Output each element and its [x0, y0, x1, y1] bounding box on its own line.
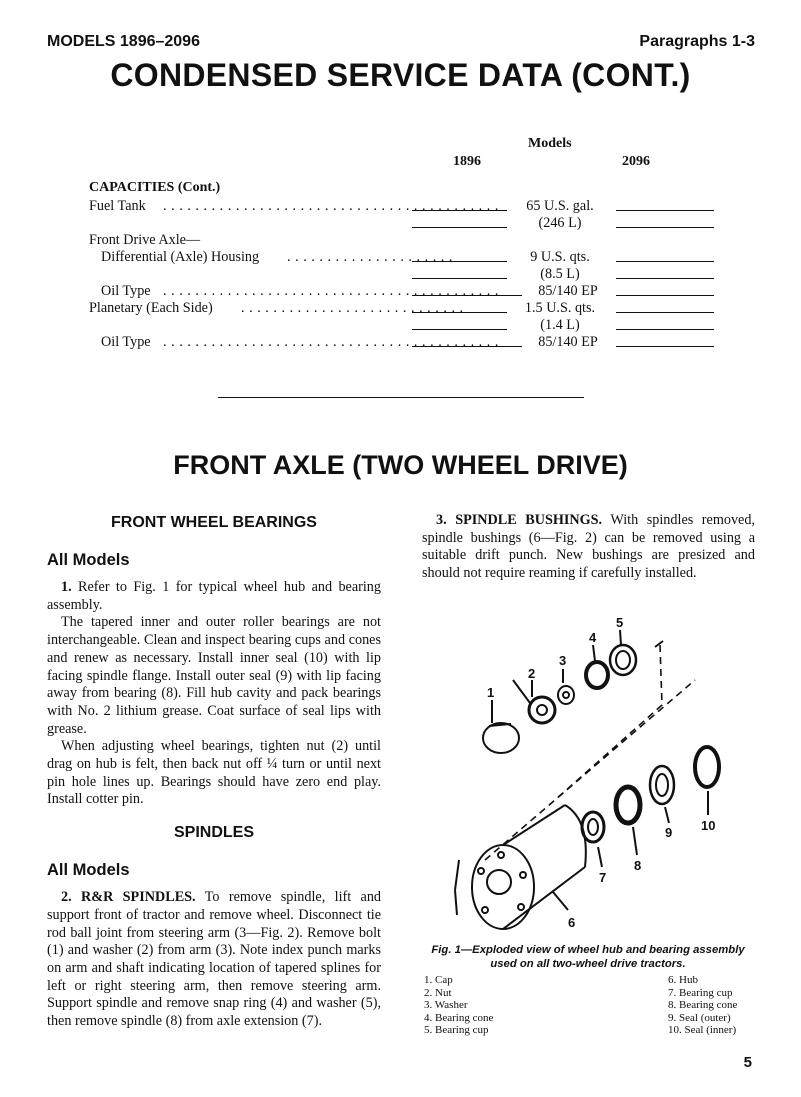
- paragraph-1: [47, 579, 381, 614]
- callout-10: 10: [701, 818, 716, 833]
- paragraph-3: [422, 512, 755, 583]
- leader-dots: . . . . . . . . . . . . . . . . . . . . . . . . . . . . . . . . . . . . . . . . . .: [163, 283, 499, 299]
- cap-part: [483, 723, 519, 753]
- legend-item: 4. Bearing cone: [424, 1011, 494, 1024]
- paragraph-heading: R&R SPINDLES.: [81, 889, 196, 906]
- spec-row-fuel-tank-metric: [89, 215, 714, 232]
- legend-item: 8. Bearing cone: [668, 999, 738, 1012]
- bearing-cup-part: [582, 812, 604, 842]
- callout-5: 5: [616, 615, 624, 630]
- rule-2096: [616, 295, 714, 296]
- spec-label: Oil Type: [101, 283, 151, 299]
- running-header-paragraphs: Paragraphs 1-3: [639, 33, 755, 50]
- spec-value: 65 U.S. gal.: [526, 198, 594, 214]
- spec-row-front-drive-axle: [89, 232, 714, 249]
- spec-row-fuel-tank: [89, 198, 714, 215]
- column-header-1896: 1896: [453, 154, 481, 169]
- spec-value-metric: (246 L): [538, 215, 582, 231]
- right-column: [422, 512, 755, 583]
- spec-row-oil-type-2: [89, 334, 714, 351]
- callout-7: 7: [599, 870, 607, 885]
- leader-dots: . . . . . . . . . . . . . . . . . . . . . . . . . . . . . . . . . . . . . . . . . .: [163, 334, 499, 350]
- spec-row-planetary-metric: [89, 317, 714, 334]
- spec-label: Fuel Tank: [89, 198, 146, 214]
- subhead-spindles: SPINDLES: [173, 824, 254, 842]
- spec-row-planetary: [89, 300, 714, 317]
- figure-caption-line: used on all two-wheel drive tractors.: [490, 957, 686, 970]
- leader-dots: . . . . . . . . . . . . . . . . . . . . . . . . . . . .: [241, 300, 464, 316]
- paragraph-1c: When adjusting wheel bearings, tighten nut (2) until drag on hub is felt, then back nut off ¼ turn or until next pin hole lines up. Bearings should have zero end play. Install cotter pin.: [47, 738, 381, 808]
- heading-all-models: All Models: [47, 861, 130, 880]
- rule-1896: [412, 227, 507, 228]
- rule-2096: [616, 278, 714, 279]
- rule-2096: [616, 312, 714, 313]
- spec-label: Planetary (Each Side): [89, 300, 213, 316]
- rule-1896: [412, 329, 507, 330]
- paragraph-text: Refer to Fig. 1 for typical wheel hub and bearing assembly.: [47, 579, 381, 613]
- spec-value: 1.5 U.S. qts.: [524, 300, 596, 316]
- rule-2096: [616, 346, 714, 347]
- spec-group-label: Front Drive Axle—: [89, 232, 201, 248]
- legend-item: 5. Bearing cup: [424, 1024, 489, 1037]
- washer-part: [558, 686, 574, 704]
- running-header-models: MODELS 1896–2096: [47, 33, 200, 50]
- callout-6: 6: [568, 915, 576, 930]
- figure-caption: [413, 944, 763, 971]
- legend-item: 7. Bearing cup: [668, 986, 733, 999]
- capacities-heading: CAPACITIES (Cont.): [89, 180, 221, 195]
- paragraph-text: To remove spindle, lift and support front of tractor and remove wheel. Disconnect tie rod ball joint from steering arm (3—Fig. 2). Remove bolt (1) and washer (2) from arm (3). Note index punch marks on arm and shaft indicating location of tapered splines for left or right steering arm, then remove steering arm. Support spindle and remove snap ring (4) and washer (5), then remove spindle (8) from axle extension (7).: [47, 889, 382, 1030]
- page-number: 5: [743, 1054, 752, 1071]
- rule-2096: [616, 329, 714, 330]
- callout-3: 3: [559, 653, 567, 668]
- legend-item: 9. Seal (outer): [668, 1011, 731, 1024]
- spec-row-differential-metric: [89, 266, 714, 283]
- paragraph-heading: SPINDLE BUSHINGS.: [455, 512, 603, 528]
- callout-8: 8: [634, 858, 642, 873]
- seal-outer-part: [650, 766, 674, 804]
- legend-item: 3. Washer: [424, 999, 468, 1012]
- spec-row-differential: [89, 249, 714, 266]
- paragraph-number: 3.: [436, 512, 447, 528]
- paragraph-2: [47, 889, 381, 1031]
- spec-value: 9 U.S. qts.: [530, 249, 590, 265]
- left-column: [47, 512, 381, 1031]
- rule-1896: [412, 346, 522, 347]
- figure-legend-right: [668, 974, 737, 1037]
- rule-1896: [412, 312, 507, 313]
- column-header-2096: 2096: [622, 154, 650, 169]
- bearing-cone-part: [586, 662, 608, 688]
- models-column-header: Models: [528, 136, 572, 151]
- section-divider: [218, 397, 584, 398]
- heading-all-models: All Models: [47, 551, 130, 569]
- spec-value: 85/140 EP: [538, 283, 598, 299]
- paragraph-number: 1.: [61, 579, 72, 595]
- rule-1896: [412, 278, 507, 279]
- nut-part: [529, 697, 555, 723]
- paragraph-number: 2.: [61, 889, 72, 906]
- rule-2096: [616, 210, 714, 211]
- callout-1: 1: [487, 685, 495, 700]
- callout-4: 4: [589, 630, 597, 645]
- rule-1896: [412, 210, 507, 211]
- spec-value-metric: (8.5 L): [540, 266, 580, 282]
- bearing-cup-part: [610, 645, 636, 675]
- wheel-hub-exploded-diagram: [445, 605, 735, 940]
- spec-label: Differential (Axle) Housing: [101, 249, 260, 265]
- bearing-cone-part: [616, 787, 640, 823]
- legend-item: 6. Hub: [668, 974, 698, 986]
- spec-value: 85/140 EP: [538, 334, 598, 350]
- rule-2096: [616, 227, 714, 228]
- paragraph-1b: The tapered inner and outer roller bearings are not interchangeable. Clean and inspect bearing cups and cones and renew as necessary. Install inner seal (10) with lip facing spindle flange. Install outer seal (9) with lip facing away from bearing (8). Fill hub cavity and pack bearings with No. 2 lithium grease. Coat surface of seal lips with grease.: [47, 614, 381, 737]
- seal-inner-part: [695, 747, 719, 787]
- callout-9: 9: [665, 825, 673, 840]
- leader-dots: . . . . . . . . . . . . . . . . . . . . .: [287, 249, 453, 265]
- page-title: CONDENSED SERVICE DATA (CONT.): [110, 57, 691, 93]
- paragraph-text: With spindles removed, spindle bushings (6—Fig. 2) can be removed using a suitable drift punch. New bushings are presized and should not require reaming if carefully installed.: [422, 512, 755, 582]
- callout-2: 2: [528, 666, 536, 681]
- spec-value-metric: (1.4 L): [540, 317, 580, 333]
- spec-row-oil-type-1: [89, 283, 714, 300]
- subhead-front-wheel-bearings: FRONT WHEEL BEARINGS: [111, 514, 317, 531]
- legend-item: 1. Cap: [424, 974, 453, 986]
- leader-dots: . . . . . . . . . . . . . . . . . . . . . . . . . . . . . . . . . . . . . . . . . .: [163, 198, 499, 214]
- figure-legend-left: [424, 974, 493, 1037]
- rule-1896: [412, 261, 507, 262]
- rule-2096: [616, 261, 714, 262]
- legend-item: 10. Seal (inner): [668, 1024, 737, 1037]
- spec-label: Oil Type: [101, 334, 151, 350]
- section-title: FRONT AXLE (TWO WHEEL DRIVE): [173, 450, 628, 480]
- figure-caption-line: Fig. 1—Exploded view of wheel hub and bearing assembly: [431, 944, 745, 956]
- legend-item: 2. Nut: [424, 986, 452, 999]
- rule-1896: [412, 295, 522, 296]
